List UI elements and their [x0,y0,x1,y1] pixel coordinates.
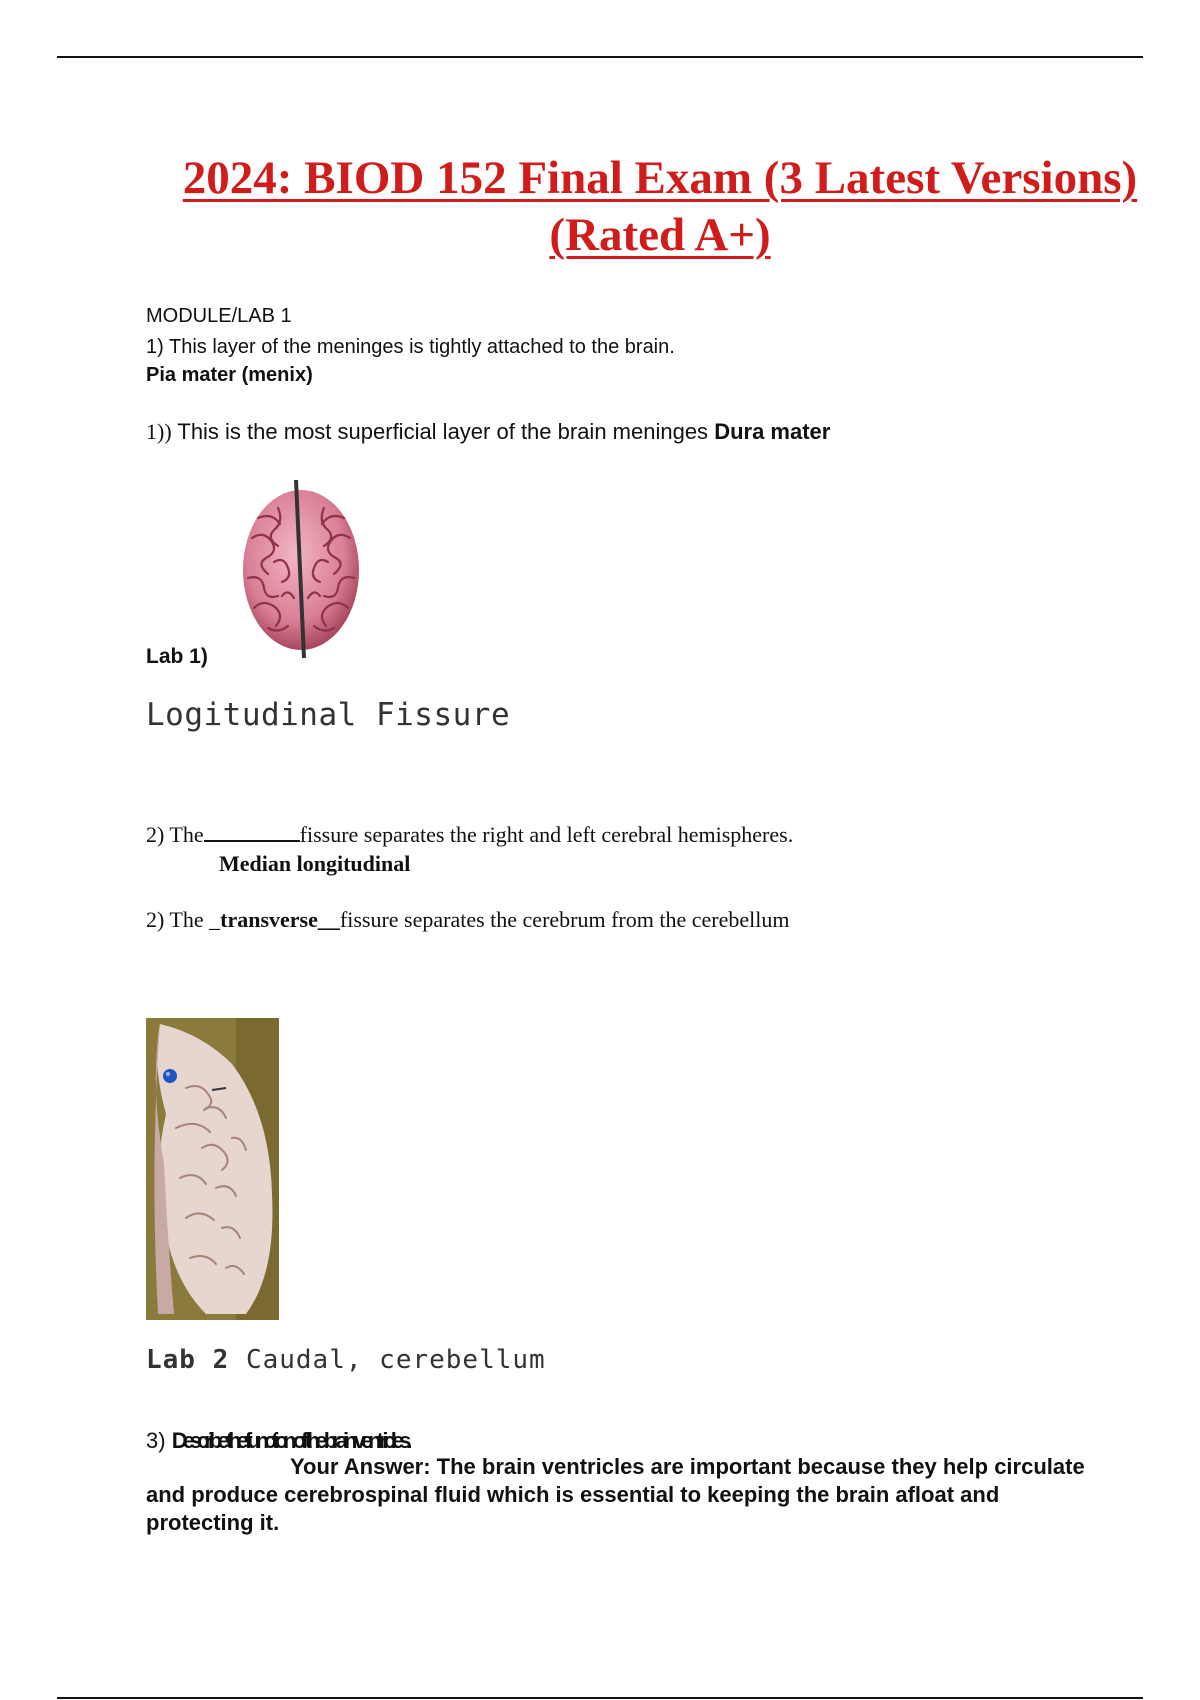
fill-in-blank [204,822,300,842]
lab-2-label: Lab 2 [146,1345,230,1375]
lab-2-answer: Caudal, cerebellum [245,1345,546,1375]
answer-1: Pia mater (menix) [146,364,313,386]
question-3-number: 3) [146,1428,166,1453]
question-2a-suffix: fissure separates the right and left cerebral hemispheres. [299,822,794,847]
question-2a-prefix: 2) The [146,822,204,847]
question-2a [146,822,793,848]
module-heading: MODULE/LAB 1 [146,305,292,327]
lab-2-line [146,1345,546,1375]
question-1: 1) This layer of the meninges is tightly attached to the brain. [146,336,675,358]
lab-1-answer: Logitudinal Fissure [146,697,511,733]
top-rule [57,56,1143,58]
question-1b [146,419,830,445]
cerebellum-side-view-image [146,1018,279,1320]
question-3 [146,1428,407,1454]
question-1b-text: This is the most superficial layer of the brain meninges [177,419,709,444]
question-2b [146,907,789,933]
question-3-text: Describe the function of the brain ventricles. [171,1428,408,1453]
question-2b-prefix: 2) The _ [146,907,221,932]
answer-2a: Median longitudinal [219,851,411,876]
lab-1-label: Lab 1) [146,645,208,668]
question-2b-blank: __ [317,907,340,932]
question-1b-number: 1)) [146,419,172,444]
answer-2b: transverse [220,907,318,932]
question-2b-suffix: fissure separates the cerebrum from the cerebellum [339,907,790,932]
brain-top-view-image [238,478,364,660]
bottom-rule [57,1697,1143,1699]
page-title: 2024: BIOD 152 Final Exam (3 Latest Versions) (Rated A+) [182,152,1138,261]
answer-1b: Dura mater [714,419,831,444]
answer-3 [146,1453,1096,1537]
answer-3-text: Your Answer: The brain ventricles are important because they help circulate and produce cerebrospinal fluid which is essential to keeping the brain afloat and protecting it. [146,1454,1085,1535]
